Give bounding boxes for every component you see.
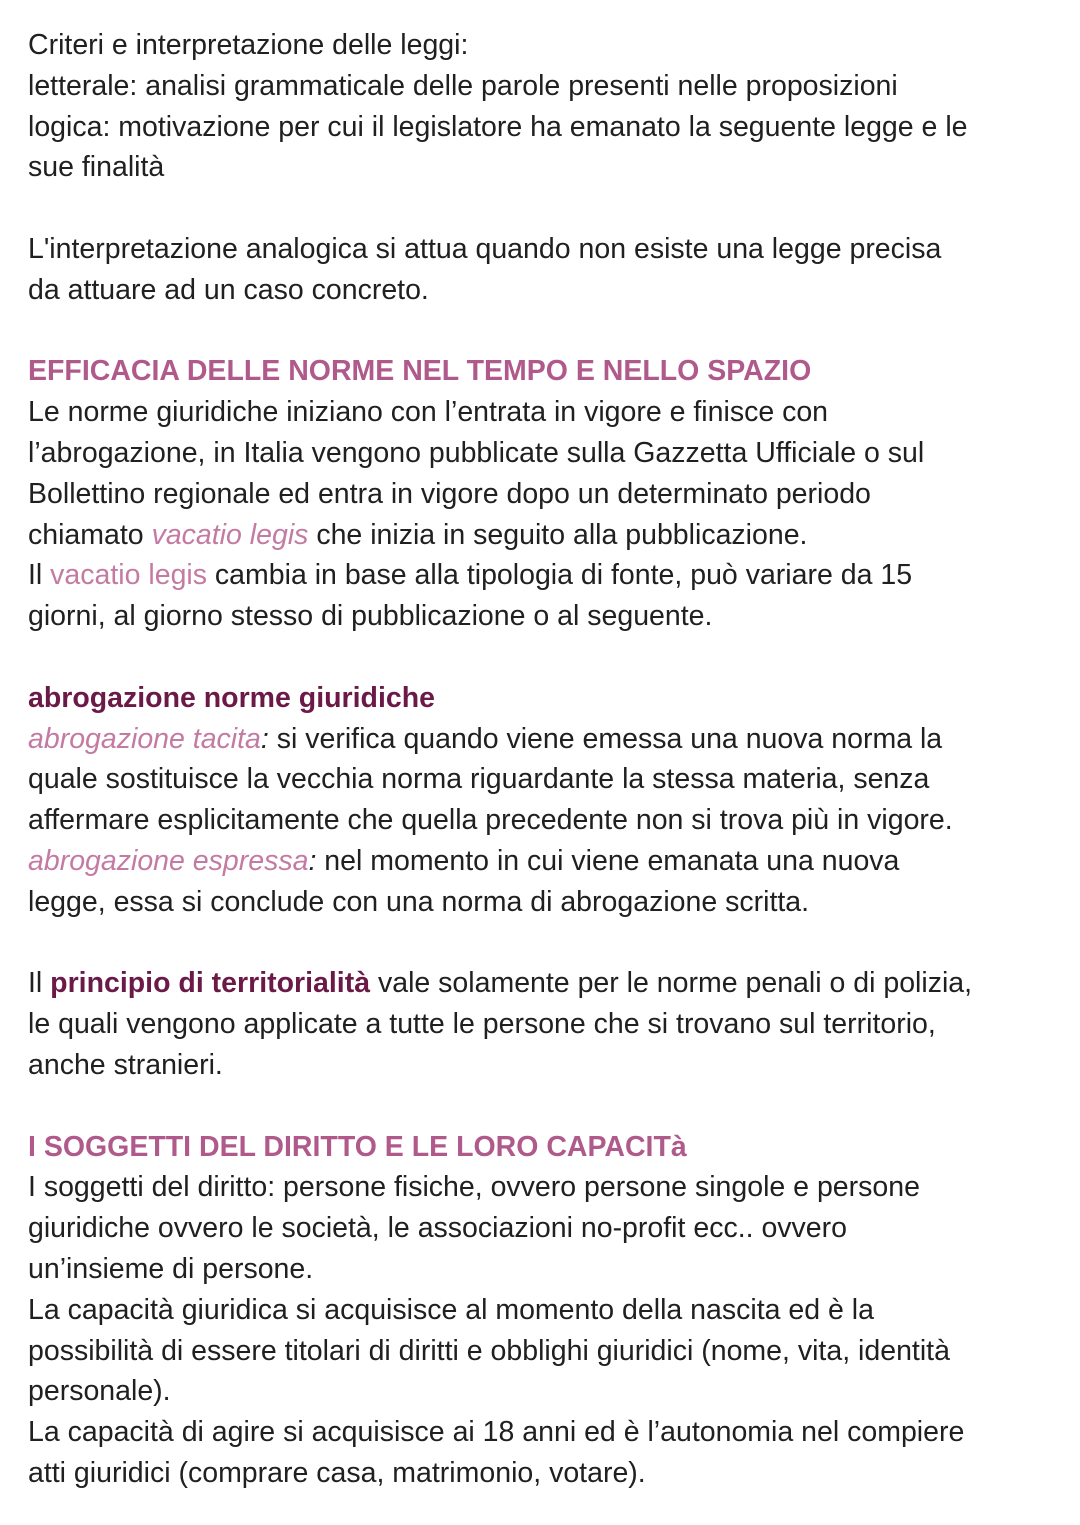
abrogazione-tacita-line-2: quale sostituisce la vecchia norma riguardante la stessa materia, senza bbox=[28, 763, 930, 796]
colon: : bbox=[260, 722, 269, 755]
soggetti-section bbox=[28, 1127, 1058, 1494]
text-segment: chiamato bbox=[28, 518, 152, 551]
spacer bbox=[28, 1086, 1058, 1127]
soggetti-line-1: I soggetti del diritto: persone fisiche, ovvero persone singole e persone bbox=[28, 1171, 920, 1204]
soggetti-line-2: giuridiche ovvero le società, le associazioni no-profit ecc.. ovvero bbox=[28, 1212, 847, 1245]
efficacia-line-1: Le norme giuridiche iniziano con l’entrata in vigore e finisce con bbox=[28, 396, 829, 429]
efficacia-line-6: giorni, al giorno stesso di pubblicazione o al seguente. bbox=[28, 600, 713, 633]
analogica-line-1: L'interpretazione analogica si attua quando non esiste una legge precisa bbox=[28, 232, 942, 265]
spacer bbox=[28, 311, 1058, 352]
analogica-line-2: da attuare ad un caso concreto. bbox=[28, 273, 429, 306]
abrogazione-heading: abrogazione norme giuridiche bbox=[28, 681, 435, 714]
text-segment: Il bbox=[28, 967, 51, 1000]
soggetti-heading: I SOGGETTI DEL DIRITTO E LE LORO CAPACITà bbox=[28, 1130, 687, 1163]
efficacia-line-4 bbox=[28, 515, 1058, 556]
intro-logica: logica: motivazione per cui il legislatore ha emanato la seguente legge e le bbox=[28, 110, 968, 143]
territorialita-line-3: anche stranieri. bbox=[28, 1048, 223, 1081]
text-segment: cambia in base alla tipologia di fonte, può variare da 15 bbox=[207, 559, 913, 592]
abrogazione-espressa-term: abrogazione espressa bbox=[28, 844, 309, 877]
territorialita-block bbox=[28, 963, 1058, 1085]
text-segment: vale solamente per le norme penali o di polizia, bbox=[370, 967, 973, 1000]
intro-logica-cont: sue finalità bbox=[28, 151, 165, 184]
abrogazione-tacita-line-3: affermare esplicitamente che quella precedente non si trova più in vigore. bbox=[28, 804, 953, 837]
spacer bbox=[28, 637, 1058, 678]
spacer bbox=[28, 923, 1058, 964]
soggetti-line-6: personale). bbox=[28, 1375, 171, 1408]
soggetti-line-7: La capacità di agire si acquisisce ai 18 anni ed è l’autonomia nel compiere bbox=[28, 1416, 965, 1449]
spacer bbox=[28, 188, 1058, 229]
efficacia-heading: EFFICACIA DELLE NORME NEL TEMPO E NELLO SPAZIO bbox=[28, 355, 812, 388]
abrogazione-tacita-line-1 bbox=[28, 719, 1058, 760]
territorialita-line-2: le quali vengono applicate a tutte le persone che si trovano sul territorio, bbox=[28, 1008, 936, 1041]
intro-block bbox=[28, 25, 1058, 188]
vacatio-legis-term: vacatio legis bbox=[151, 518, 309, 551]
abrogazione-espressa-line-1 bbox=[28, 841, 1058, 882]
soggetti-line-5: possibilità di essere titolari di diritti e obblighi giuridici (nome, vita, identità bbox=[28, 1334, 950, 1367]
soggetti-line-3: un’insieme di persone. bbox=[28, 1252, 314, 1285]
analogica-block bbox=[28, 229, 1058, 311]
territorialita-line-1 bbox=[28, 963, 1058, 1004]
colon: : bbox=[308, 844, 317, 877]
intro-title: Criteri e interpretazione delle leggi: bbox=[28, 29, 469, 61]
document-page bbox=[28, 25, 1058, 1494]
text-segment: si verifica quando viene emessa una nuova norma la bbox=[268, 722, 943, 755]
efficacia-section bbox=[28, 351, 1058, 637]
soggetti-line-4: La capacità giuridica si acquisisce al momento della nascita ed è la bbox=[28, 1293, 874, 1326]
abrogazione-espressa-line-2: legge, essa si conclude con una norma di abrogazione scritta. bbox=[28, 885, 810, 918]
abrogazione-tacita-term: abrogazione tacita bbox=[28, 722, 261, 755]
text-segment: nel momento in cui viene emanata una nuova bbox=[316, 844, 900, 877]
text-segment: Il bbox=[28, 559, 51, 592]
efficacia-line-2: l’abrogazione, in Italia vengono pubblicate sulla Gazzetta Ufficiale o sul bbox=[28, 436, 925, 469]
soggetti-line-8: atti giuridici (comprare casa, matrimonio, votare). bbox=[28, 1456, 646, 1489]
efficacia-line-5 bbox=[28, 555, 1058, 596]
text-segment: che inizia in seguito alla pubblicazione. bbox=[308, 518, 808, 551]
abrogazione-section bbox=[28, 678, 1058, 923]
efficacia-line-3: Bollettino regionale ed entra in vigore dopo un determinato periodo bbox=[28, 477, 871, 510]
principio-territorialita-term: principio di territorialità bbox=[50, 967, 371, 1000]
intro-letterale: letterale: analisi grammaticale delle parole presenti nelle proposizioni bbox=[28, 69, 898, 102]
vacatio-legis-term: vacatio legis bbox=[50, 559, 208, 592]
